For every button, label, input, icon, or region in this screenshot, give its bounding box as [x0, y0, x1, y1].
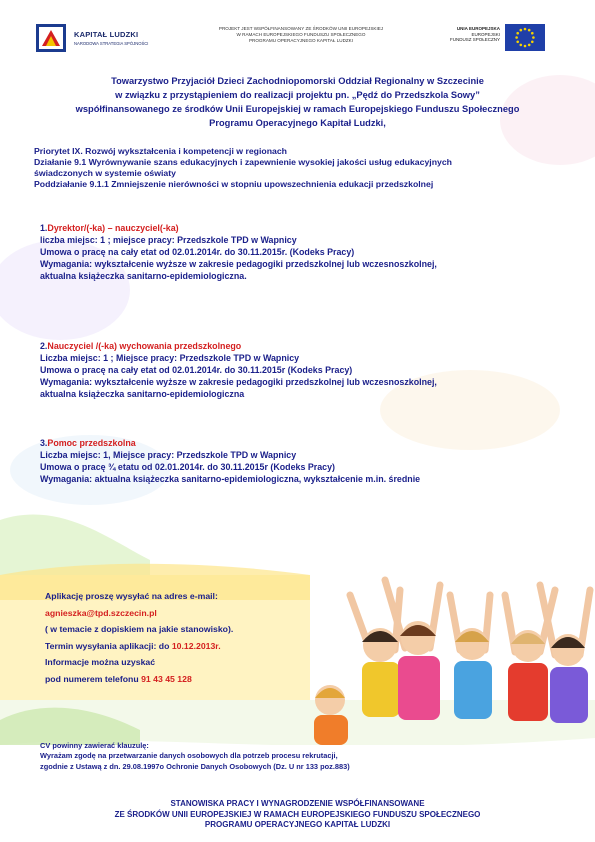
- phone-row: [45, 671, 275, 688]
- apply-line: ( w temacie z dopiskiem na jakie stanowisko).: [45, 624, 234, 634]
- priority-line: świadczonych w systemie oświaty: [34, 168, 176, 178]
- eu-logo: [438, 22, 548, 52]
- deadline-value: 10.12.2013r.: [171, 640, 221, 651]
- application-info: [45, 588, 275, 687]
- intro-line: w związku z przystąpieniem do realizacji projektu pn. „Pędź do Przedszkola Sowy”: [115, 90, 480, 100]
- children-photo: [300, 570, 595, 750]
- job-detail: aktualna książeczka sanitarno-epidemiologiczna.: [40, 271, 247, 281]
- job-title: Pomoc przedszkolna: [47, 438, 136, 448]
- job-detail: Liczba miejsc: 1, Miejsce pracy: Przedszkole TPD w Wapnicy: [40, 450, 297, 460]
- job-title-row: [40, 222, 580, 234]
- kapital-ludzki-title: KAPITAŁ LUDZKI: [74, 30, 139, 39]
- footer-line: ZE ŚRODKÓW UNII EUROPEJSKIEJ W RAMACH EUROPEJSKIEGO FUNDUSZU SPOŁECZNEGO: [114, 809, 481, 819]
- footer-line: STANOWISKA PRACY I WYNAGRODZENIE WSPÓŁFINANSOWANE: [170, 799, 425, 808]
- job-detail: liczba miejsc: 1 ; miejsce pracy: Przedszkole TPD w Wapnicy: [40, 235, 297, 245]
- priority-section: [34, 146, 569, 190]
- priority-line: Działanie 9.1 Wyrównywanie szans edukacyjnych i zapewnienie wysokiej jakości usług edukacyjnych: [34, 157, 452, 167]
- job-detail: Wymagania: aktualna książeczka sanitarno-epidemiologiczna, wykształcenie m.in. średnie: [40, 474, 421, 484]
- intro-line: Towarzystwo Przyjaciół Dzieci Zachodniopomorski Oddział Regionalny w Szczecinie: [111, 76, 484, 86]
- deadline-label: Termin wysyłania aplikacji: do: [45, 640, 172, 651]
- eu-logo-line: EUROPEJSKI: [471, 31, 500, 37]
- header-line: PROGRAMU OPERACYJNEGO KAPITAŁ LUDZKI: [248, 38, 354, 43]
- header-line: W RAMACH EUROPEJSKIEGO FUNDUSZU SPOŁECZNEGO: [236, 32, 366, 37]
- phone-label: pod numerem telefonu: [45, 673, 142, 684]
- job-number: 2.: [40, 341, 48, 351]
- priority-line: Priorytet IX. Rozwój wykształcenia i kompetencji w regionach: [34, 146, 287, 156]
- deadline-row: [45, 638, 275, 655]
- job-detail: Wymagania: wykształcenie wyższe w zakresie pedagogiki przedszkolnej lub wczesnoszkolnej,: [40, 259, 437, 269]
- intro-line: współfinansowanego ze środków Unii Europejskiej w ramach Europejskiego Funduszu Społecznego: [75, 104, 520, 114]
- eu-logo-line: FUNDUSZ SPOŁECZNY: [449, 37, 500, 42]
- job-detail: Wymagania: wykształcenie wyższe w zakresie pedagogiki przedszkolnej lub wczesnoszkolnej,: [40, 377, 437, 387]
- job-detail: Liczba miejsc: 1 ; Miejsce pracy: Przedszkole TPD w Wapnicy: [40, 353, 300, 363]
- job-number: 3.: [40, 438, 48, 448]
- job-detail: Umowa o pracę ¾ etatu od 02.01.2014r. do 30.11.2015r (Kodeks Pracy): [40, 462, 335, 472]
- priority-line: Poddziałanie 9.1.1 Zmniejszenie nierówności w stopniu upowszechnienia edukacji przedszkolnej: [34, 179, 434, 189]
- kapital-ludzki-flag-icon: [36, 24, 66, 52]
- email-link[interactable]: agnieszka@tpd.szczecin.pl: [45, 607, 157, 618]
- cv-line: CV powinny zawierać klauzulę:: [40, 741, 149, 750]
- apply-line: Informacje można uzyskać: [45, 657, 156, 667]
- cv-clause: [40, 741, 560, 772]
- phone-value: 91 43 45 128: [141, 673, 192, 684]
- kapital-ludzki-subtitle: NARODOWA STRATEGIA SPÓJNOŚCI: [74, 41, 149, 46]
- eu-logo-line: UNIA EUROPEJSKA: [456, 26, 500, 31]
- cv-line: Wyrażam zgodę na przetwarzanie danych osobowych dla potrzeb procesu rekrutacji,: [40, 751, 338, 761]
- kapital-ludzki-logo: [36, 24, 186, 54]
- job-number: 1.: [40, 223, 48, 233]
- header-line: PROJEKT JEST WSPÓŁFINANSOWANY ZE ŚRODKÓW UNII EUROPEJSKIEJ: [218, 26, 384, 31]
- job-title: Dyrektor/(-ka) – nauczyciel(-ka): [47, 223, 179, 233]
- apply-line: Aplikację proszę wysyłać na adres e-mail:: [45, 591, 218, 601]
- job-offer-1: [40, 222, 580, 282]
- job-detail: Umowa o pracę na cały etat od 02.01.2014r. do 30.11.2015r (Kodeks Pracy): [40, 365, 353, 375]
- job-detail: aktualna książeczka sanitarno-epidemiologiczna: [40, 389, 245, 399]
- job-title: Nauczyciel /(-ka) wychowania przedszkolnego: [47, 341, 242, 351]
- intro-line: Programu Operacyjnego Kapitał Ludzki,: [209, 118, 386, 128]
- cv-line: zgodnie z Ustawą z dn. 29.08.1997o Ochronie Danych Osobowych (Dz. U nr 133 poz.883): [40, 761, 350, 771]
- job-title-row: [40, 340, 580, 352]
- job-detail: Umowa o pracę na cały etat od 02.01.2014r. do 30.11.2015r. (Kodeks Pracy): [40, 247, 355, 257]
- footer-line: PROGRAMU OPERACYJNEGO KAPITAŁ LUDZKI: [204, 820, 391, 829]
- job-offer-2: [40, 340, 580, 400]
- intro-text: [30, 74, 565, 130]
- footer-note: [30, 799, 565, 831]
- job-offer-3: [40, 437, 580, 485]
- job-title-row: [40, 437, 580, 449]
- eu-flag-icon: [505, 24, 545, 51]
- eu-logo-text: [438, 26, 500, 43]
- header-cofinancing-note: [196, 26, 406, 44]
